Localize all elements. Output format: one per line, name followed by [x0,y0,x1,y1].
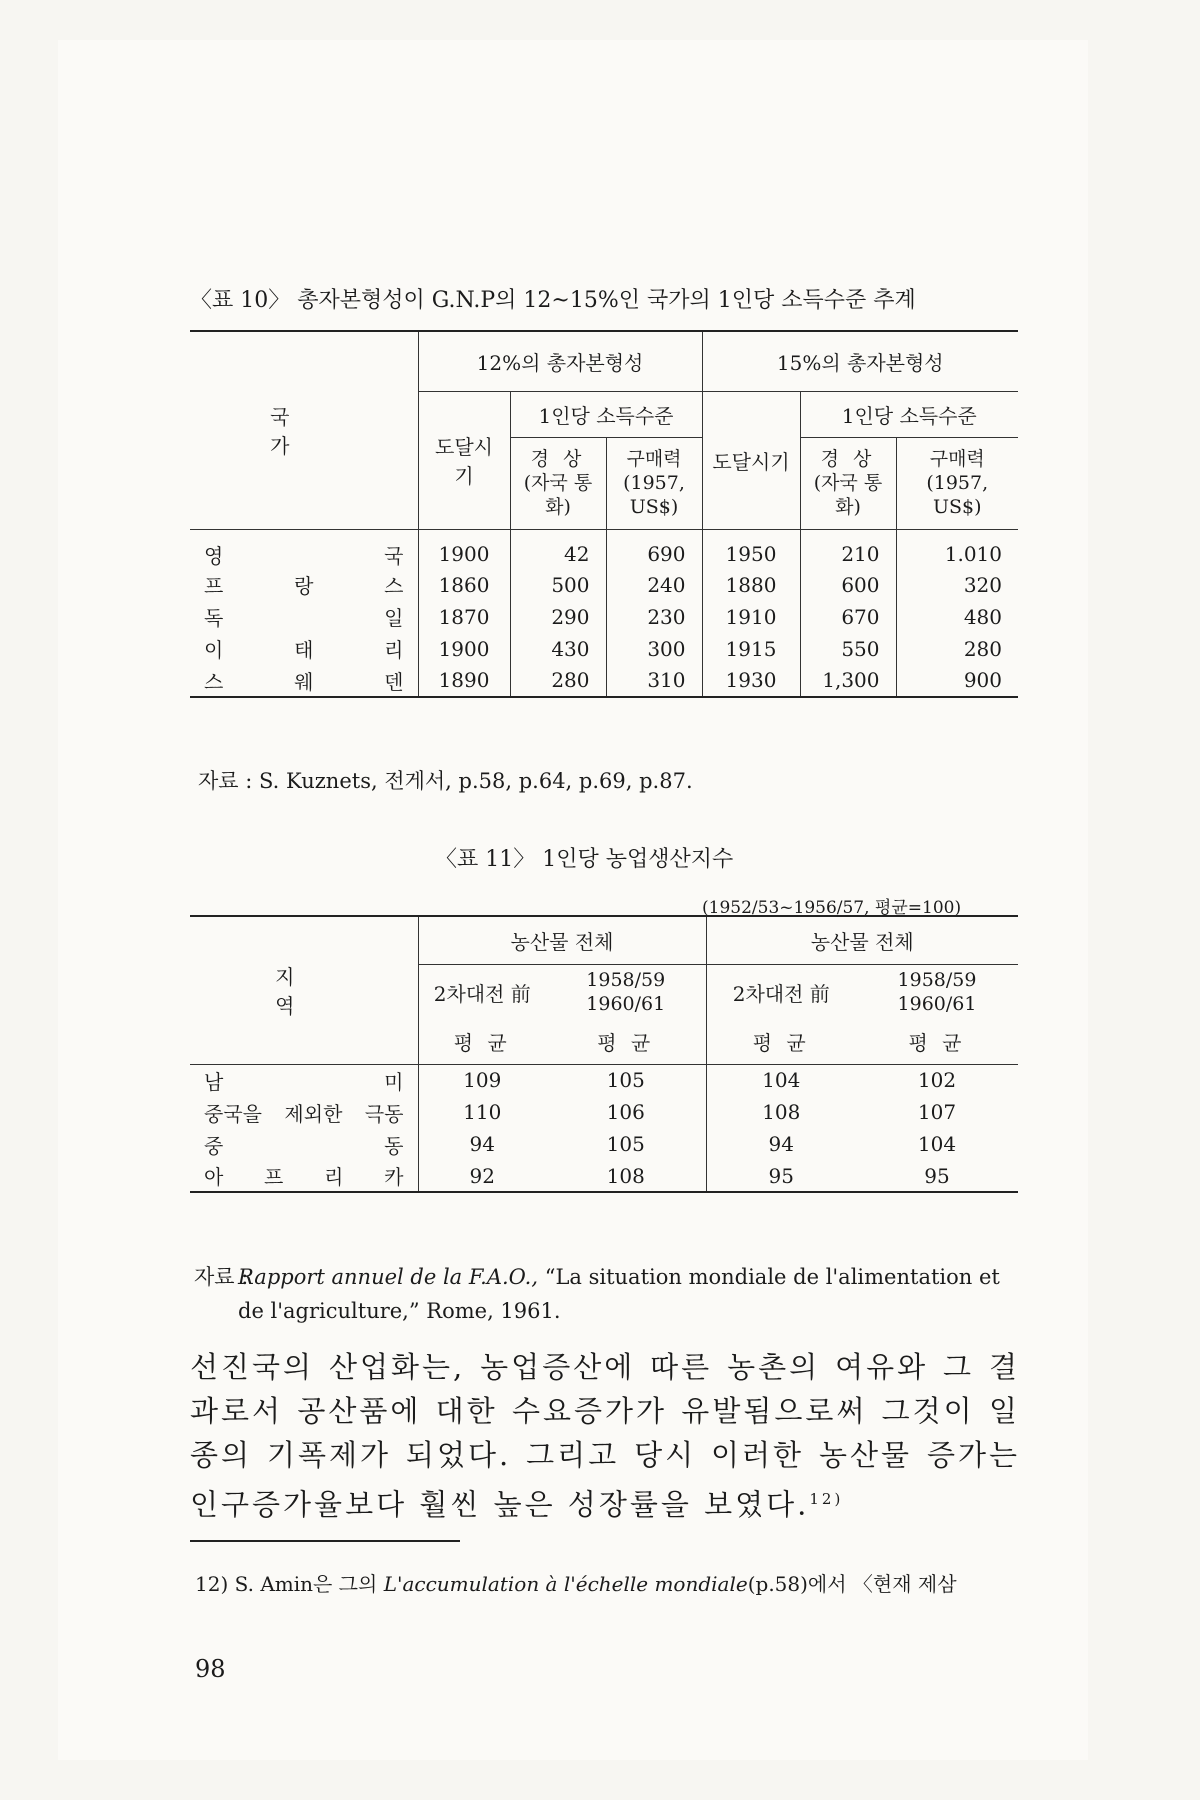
index-cell: 94 [706,1128,856,1160]
group-b-header: 농산물 전체 [706,916,1018,964]
avg-header-b2: 평 균 [856,1020,1018,1064]
region-cell: 중국을 제외한 극동 [204,1101,404,1126]
region-cell: 아 프 리 카 [204,1165,404,1189]
country-cell: 이 태 리 [204,638,404,662]
table10-caption: 〈표 10〉 총자본형성이 G.N.P의 12~15%인 국가의 1인당 소득수준 추계 [190,288,916,313]
table-row [190,1064,1018,1096]
index-cell: 104 [917,1132,957,1156]
table11-source [194,1260,1018,1328]
table-row [190,569,1018,601]
table10-source: 자료 : S. Kuznets, 전게서, p.58, p.64, p.69, p.87. [198,769,693,793]
table-row [190,1160,1018,1192]
ppp-income-cell: 480 [896,601,1018,633]
table-row [190,633,1018,665]
reach-time-cell: 1910 [702,601,800,633]
index-cell: 109 [418,1064,546,1096]
period-header-b: 1958/59 1960/61 [897,969,977,1016]
ppp-income-cell: 310 [606,665,702,697]
index-cell: 110 [418,1096,546,1128]
current-income-cell: 600 [800,569,896,601]
region-cell: 남 미 [204,1069,404,1094]
reach-time-header-15: 도달시기 [702,391,800,529]
footnote: 12) S. Amin은 그의 L'accumulation à l'échelle mondiale(p.58)에서 〈현재 제삼 [195,1572,957,1596]
page-number: 98 [195,1655,226,1683]
reach-time-cell: 1930 [702,665,800,697]
index-cell: 102 [917,1068,957,1093]
reach-time-cell: 1860 [418,569,510,601]
ppp-income-cell: 280 [896,633,1018,665]
group15-header: 15%의 총자본형성 [702,331,1018,391]
avg-header-a2: 평 균 [546,1020,706,1064]
ppp-income-cell: 690 [606,529,702,569]
region-header: 지 역 [190,916,418,1064]
reach-time-cell: 1900 [418,633,510,665]
ppp-income-cell: 230 [606,601,702,633]
index-cell: 106 [606,1100,645,1124]
agri-index-table [190,915,1018,1193]
index-cell: 107 [917,1100,957,1124]
current-income-cell: 280 [510,665,606,697]
current-income-cell: 1,300 [800,665,896,697]
current-header-12: 경 상 (자국 통화) [510,437,606,529]
table11-caption: 〈표 11〉 1인당 농업생산지수 [435,847,734,872]
income-level-header-15: 1인당 소득수준 [800,391,1018,437]
index-cell: 94 [418,1128,546,1160]
reach-time-cell: 1880 [702,569,800,601]
index-cell: 95 [706,1160,856,1192]
ppp-income-cell: 300 [606,633,702,665]
footnote-divider [190,1540,460,1542]
body-paragraph: 선진국의 산업화는, 농업증산에 따른 농촌의 여유와 그 결과로서 공산품에 대한 수요증가가 유발됨으로써 그것이 일종의 기폭제가 되었다. 그리고 당시 이러한 농산물 증가는 인구증가율보다 훨씬 높은 성장률을 보였다.$^{12)}$ [190,1350,1020,1522]
current-income-cell: 42 [510,529,606,569]
note-ref: 12) [809,1490,844,1508]
ppp-income-cell: 900 [896,665,1018,697]
reach-time-cell: 1900 [418,529,510,569]
table-row [190,529,1018,569]
ppp-income-cell: 1.010 [896,529,1018,569]
source-rest: “La situation mondiale de l'alimentation et de l'agriculture,” Rome, 1961. [238,1265,1000,1323]
index-cell: 104 [706,1064,856,1096]
income-level-header-12: 1인당 소득수준 [510,391,702,437]
ppp-income-cell: 320 [896,569,1018,601]
avg-header-b1: 평 균 [706,1020,856,1064]
avg-header-a1: 평 균 [418,1020,546,1064]
country-cell: 프 랑 스 [204,574,404,598]
country-cell: 독 일 [204,606,404,630]
table11-unit: (1952/53~1956/57, 평균=100) [702,898,962,918]
current-income-cell: 670 [800,601,896,633]
group-a-header: 농산물 전체 [418,916,706,964]
reach-time-cell: 1890 [418,665,510,697]
index-cell: 105 [606,1068,645,1093]
current-header-15: 경 상 (자국 통화) [800,437,896,529]
reach-time-cell: 1870 [418,601,510,633]
table-row [190,665,1018,697]
current-income-cell: 500 [510,569,606,601]
index-cell: 108 [606,1163,645,1188]
ppp-income-cell: 240 [606,569,702,601]
ppp-header-15: 구매력 (1957, US$) [896,437,1018,529]
index-cell: 108 [706,1096,856,1128]
index-cell: 92 [418,1160,546,1192]
prewar-header-b: 2차대전 前 [706,964,856,1020]
income-level-table [190,330,1018,698]
source-publication: Rapport annuel de la F.A.O., [238,1265,539,1289]
country-header: 국 가 [190,331,418,529]
current-income-cell: 430 [510,633,606,665]
prewar-header-a: 2차대전 前 [418,964,546,1020]
current-income-cell: 210 [800,529,896,569]
current-income-cell: 290 [510,601,606,633]
ppp-header-12: 구매력 (1957, US$) [606,437,702,529]
region-cell: 중 동 [204,1133,404,1158]
source-label: 자료 : [194,1265,249,1289]
reach-time-cell: 1915 [702,633,800,665]
country-cell: 영 국 [204,543,404,568]
country-cell: 스 웨 덴 [204,669,404,694]
period-header-a: 1958/59 1960/61 [586,969,666,1016]
table-row [190,1128,1018,1160]
index-cell: 105 [606,1132,645,1156]
table-row [190,601,1018,633]
index-cell: 95 [924,1163,950,1188]
group12-header: 12%의 총자본형성 [418,331,702,391]
reach-time-cell: 1950 [702,529,800,569]
current-income-cell: 550 [800,633,896,665]
reach-time-header-12: 도달시기 [418,391,510,529]
table-row [190,1096,1018,1128]
